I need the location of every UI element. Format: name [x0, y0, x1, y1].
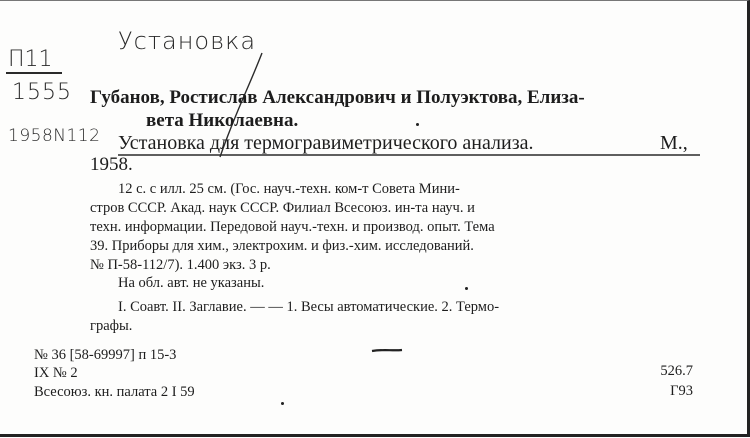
- speck: [416, 123, 419, 126]
- footer-line-1: № 36 [58-69997] п 15-3: [34, 347, 177, 363]
- description-line-5: № П-58-112/7). 1.400 экз. 3 р.: [90, 257, 271, 273]
- price-note: На обл. авт. не указаны.: [118, 275, 265, 291]
- book-title: Установка для термогравиметрического анализа.: [118, 132, 534, 154]
- description-line-1: 12 с. с илл. 25 см. (Гос. науч.-техн. ком-т Совета Мини-: [118, 181, 460, 197]
- author-mark: Г93: [670, 383, 693, 399]
- speck: [281, 402, 284, 405]
- class-number: 526.7: [660, 363, 693, 379]
- tracings-line-2: графы.: [90, 318, 133, 334]
- author-line-2: вета Николаевна.: [146, 110, 299, 131]
- publication-year: 1958.: [90, 154, 133, 175]
- handwritten-number: 1555: [12, 80, 72, 105]
- handwritten-code: 1958N112: [8, 126, 101, 146]
- handwritten-title: Установка: [118, 27, 257, 55]
- author-line-1: Губанов, Ростислав Александрович и Полуэктова, Елиза-: [90, 87, 585, 108]
- description-line-4: 39. Приборы для хим., электрохим. и физ.-хим. исследований.: [90, 238, 474, 254]
- handwritten-shelf-mark: П11: [8, 47, 53, 72]
- shelf-mark-underline: [6, 72, 62, 74]
- description-line-3: техн. информации. Передовой науч.-техн. и производ. опыт. Тема: [90, 219, 495, 235]
- description-line-2: стров СССР. Акад. наук СССР. Филиал Всесоюз. ин-та науч. и: [90, 200, 475, 216]
- publication-city: М.,: [660, 132, 688, 154]
- speck: [465, 287, 468, 290]
- footer-line-3: Всесоюз. кн. палата 2 I 59: [34, 384, 195, 400]
- tracings-line-1: I. Соавт. II. Заглавие. — — 1. Весы автоматические. 2. Термо-: [118, 299, 500, 315]
- footer-line-2: IX № 2: [34, 365, 78, 381]
